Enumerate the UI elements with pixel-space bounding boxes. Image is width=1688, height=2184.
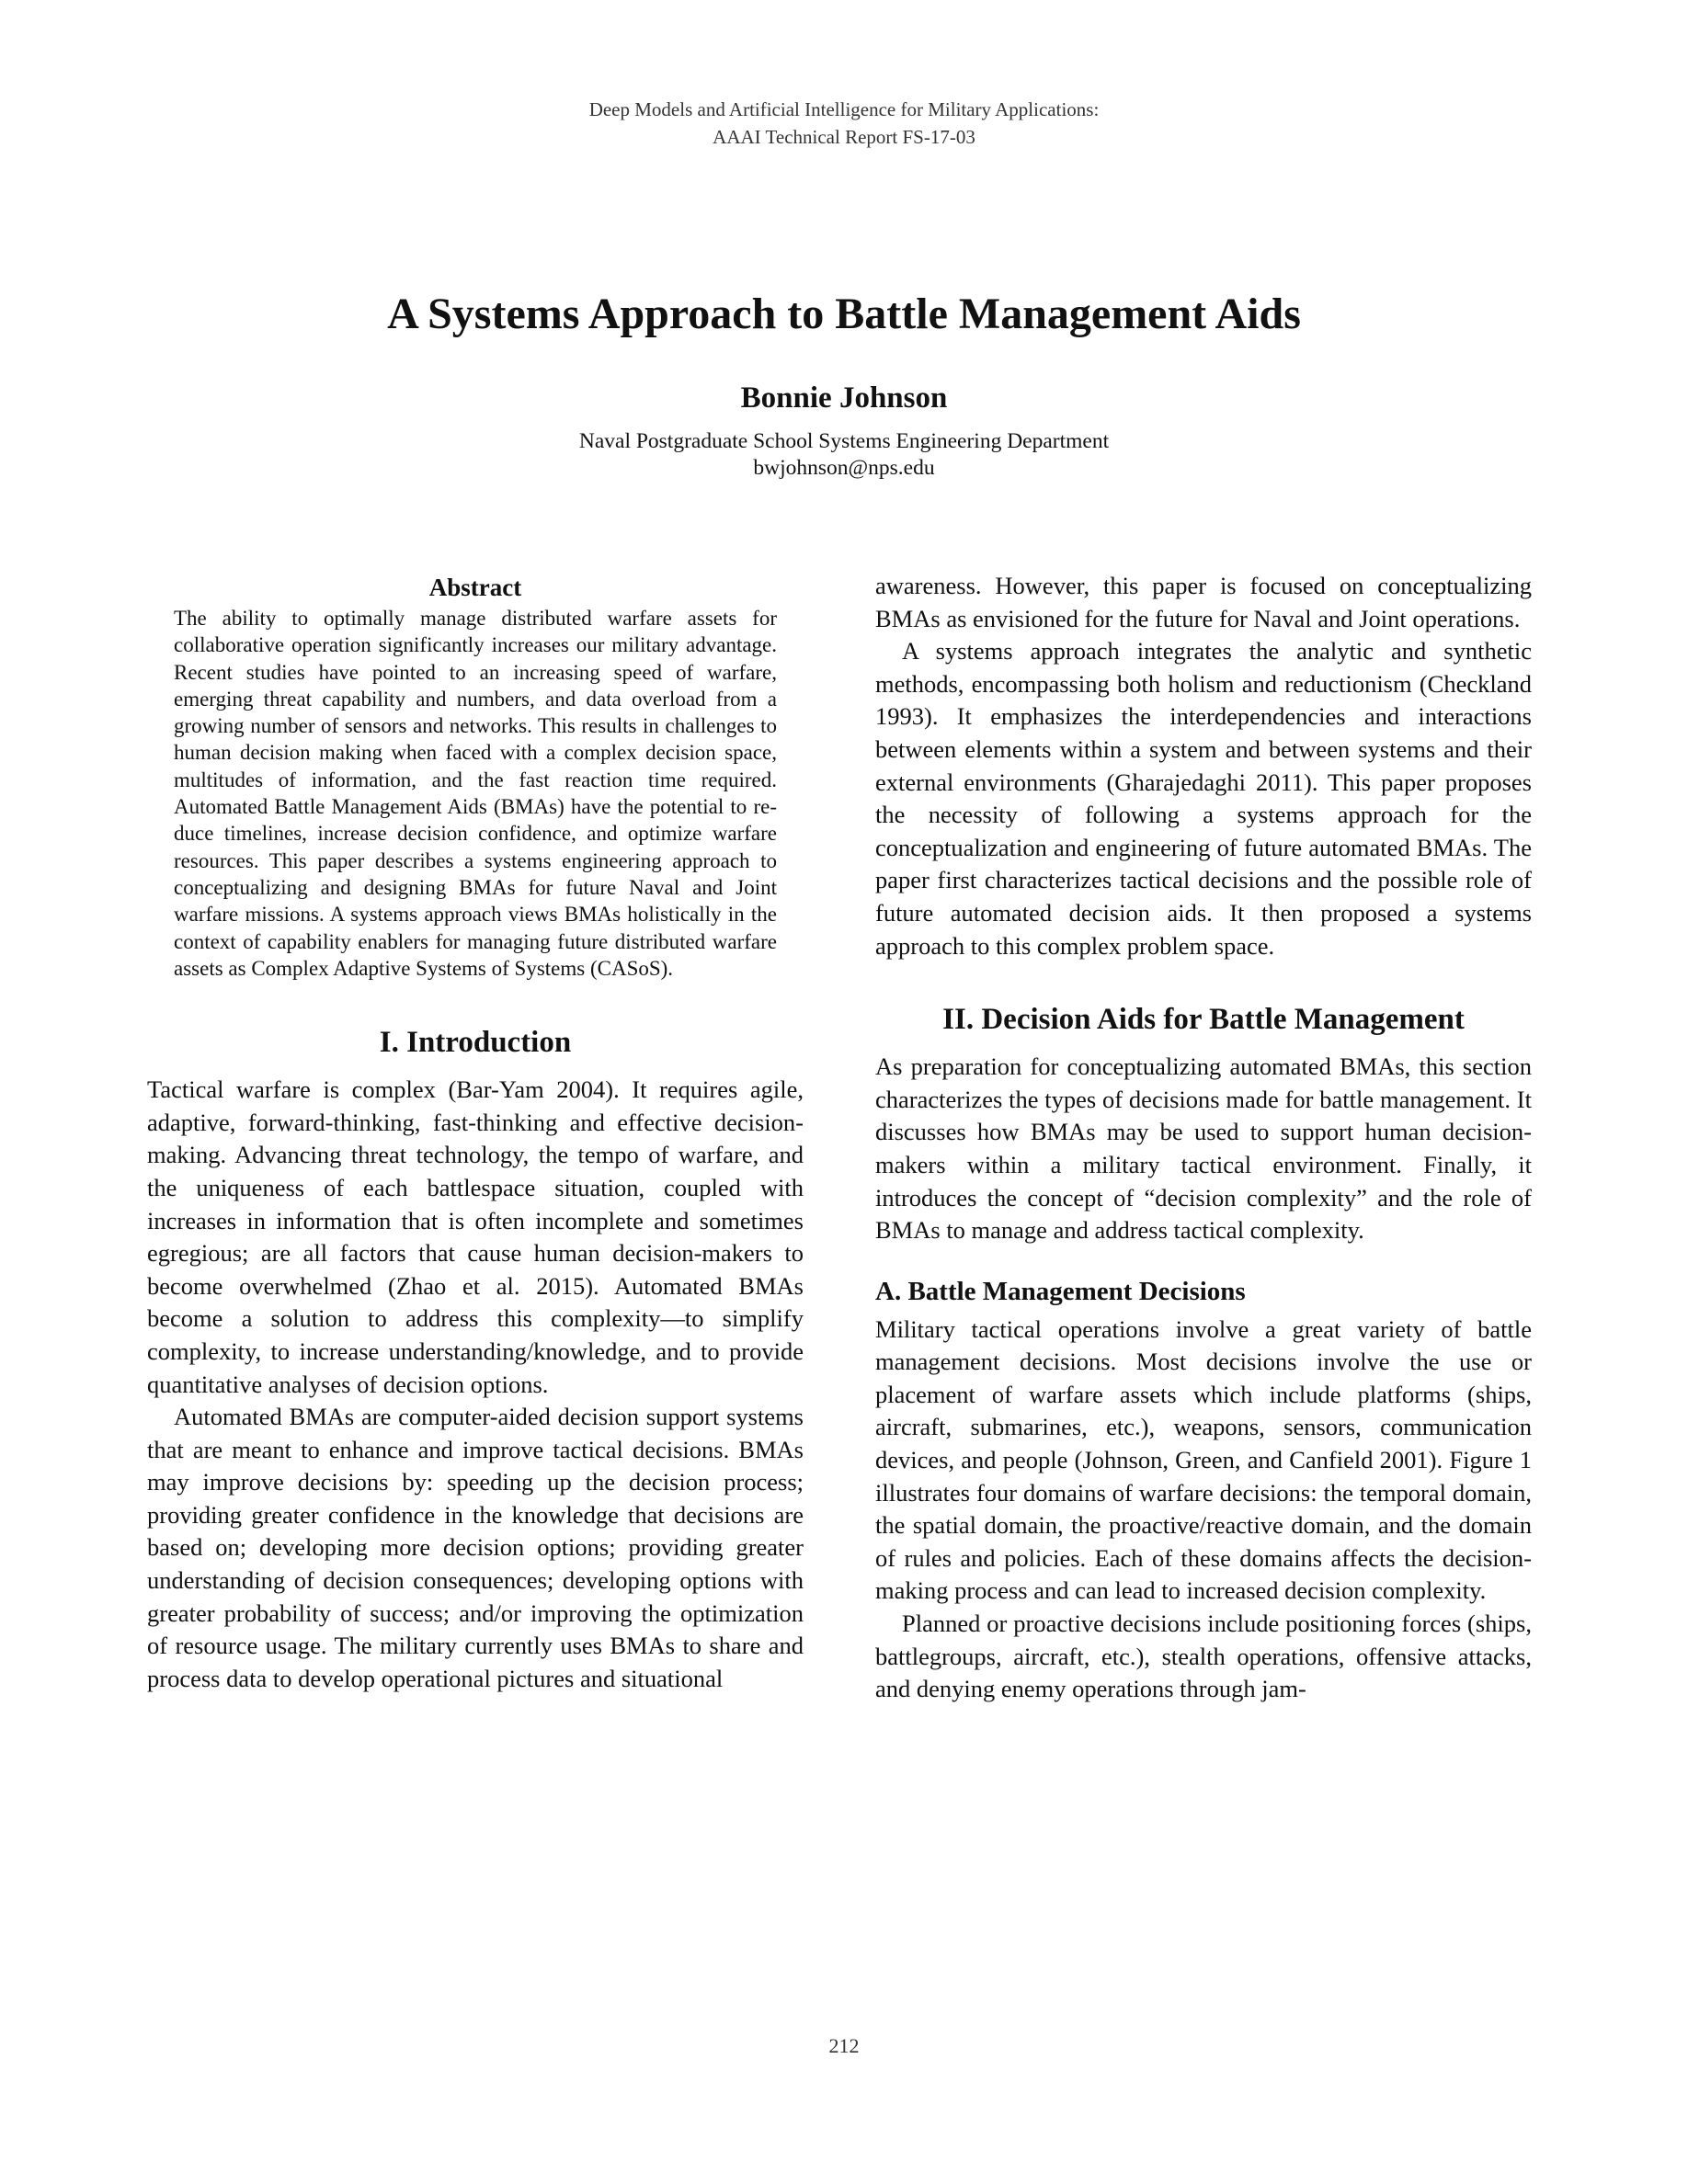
abstract-heading: Abstract bbox=[428, 574, 522, 601]
left-column bbox=[147, 570, 804, 1695]
running-header-line-2: AAAI Technical Report FS-17-03 bbox=[713, 126, 975, 148]
author-email: bwjohnson@nps.edu bbox=[753, 456, 935, 480]
author-affiliation-block bbox=[0, 428, 1688, 482]
introduction-paragraph-2: Automated BMAs are computer-aided decision support systems that are meant to enhance and improve tactical decisions. BMAs may improve decisions by: speeding up the decision process; providing greater confidence in the knowledge that decisions are based on; developing more decision options; providing greater understanding of decision consequences; developing options with greater probability of success; and/or improving the optimization of resource usage. The military currently uses BMAs to share and process data to develop operational pictures and situational bbox=[147, 1403, 804, 1692]
subsection-a-paragraph-1: Military tactical operations involve a great variety of battle management decisions. Most decisions involve the use or placement of warfare assets which include platforms (ships, aircraft, submarines, etc.), weapons, sensors, communication devices, and people (Johnson, Green, and Canfield 2001). Figure 1 illustrates four domains of warfare decisions: the temporal domain, the spatial domain, the proactive/reactive domain, and the domain of rules and policies. Each of these domains affects the decision-making process and can lead to increased decision complexity. bbox=[875, 1314, 1532, 1605]
section-2-paragraph: As preparation for conceptualizing automated BMAs, this section characterizes the types of decisions made for battle management. It discusses how BMAs may be used to support human decision-makers within a military tactical environment. Finally, it introduces the concept of “decision complexity” and the role of BMAs to manage and address tactical complexity. bbox=[875, 1052, 1532, 1245]
running-header bbox=[0, 96, 1688, 151]
continuation-paragraph-1: awareness. However, this paper is focused on conceptualizing BMAs as envisioned for the future for Naval and Joint operations. bbox=[875, 572, 1532, 632]
abstract-text: The ability to optimally manage distributed warfare assets for collaborative operation significantly increases our military advantage. Recent studies have pointed to an increasing speed of warfare, emerging threat capability and numbers, and data overload from a growing number of sensors and networks. This results in challenges to human decision making when faced with a complex decision space, multitudes of information, and the fast reaction time required. Automated Battle Management Aids (BMAs) have the potential to reduce timelines, increase decision confidence, and optimize warfare resources. This paper describes a systems engineering approach to conceptualizing and designing BMAs for future Naval and Joint warfare missions. A systems approach views BMAs holistically in the context of capability enablers for managing future distributed warfare assets as Complex Adaptive Systems of Systems (CASoS). bbox=[174, 607, 777, 980]
continuation-paragraph-2: A systems approach integrates the analytic and synthetic methods, encompassing both holism and reductionism (Checkland 1993). It emphasizes the interdependencies and interactions between elements within a system and between systems and their external environments (Gharajedaghi 2011). This paper proposes the necessity of following a systems approach for the conceptualization and engineering of future automated BMAs. The paper first characterizes tactical decisions and the possible role of future automated decision aids. It then proposed a systems approach to this complex problem space. bbox=[875, 637, 1532, 960]
running-header-line-1: Deep Models and Artificial Intelligence for Military Applications: bbox=[588, 98, 1100, 120]
right-column bbox=[875, 570, 1532, 1706]
section-2-heading: II. Decision Aids for Battle Management bbox=[942, 1003, 1465, 1037]
author-affiliation: Naval Postgraduate School Systems Engineering Department bbox=[578, 429, 1110, 453]
author-name: Bonnie Johnson bbox=[740, 381, 948, 415]
paper-title: A Systems Approach to Battle Management Aids bbox=[387, 290, 1301, 338]
subsection-a-paragraph-2: Planned or proactive decisions include positioning forces (ships, battlegroups, aircraft, etc.), stealth operations, offensive attacks, and denying enemy operations through jam- bbox=[875, 1610, 1532, 1703]
abstract-block bbox=[174, 570, 777, 982]
page-number: 212 bbox=[828, 2034, 860, 2057]
subsection-a-heading: A. Battle Management Decisions bbox=[875, 1276, 1246, 1306]
introduction-paragraph-1: Tactical warfare is complex (Bar-Yam 2004). It requires agile, adaptive, forward-thinking, fast-thinking and effective decision-making. Advancing threat technology, the tempo of warfare, and the uniqueness of each battlespace situation, coupled with increases in information that is often incomplete and sometimes egregious; are all factors that cause human decision-makers to become overwhelmed (Zhao et al. 2015). Automated BMAs become a solution to address this complexity—to simplify complexity, to increase understanding/knowledge, and to provide quantitative analyses of decision options. bbox=[147, 1075, 804, 1398]
introduction-heading: I. Introduction bbox=[379, 1026, 572, 1060]
